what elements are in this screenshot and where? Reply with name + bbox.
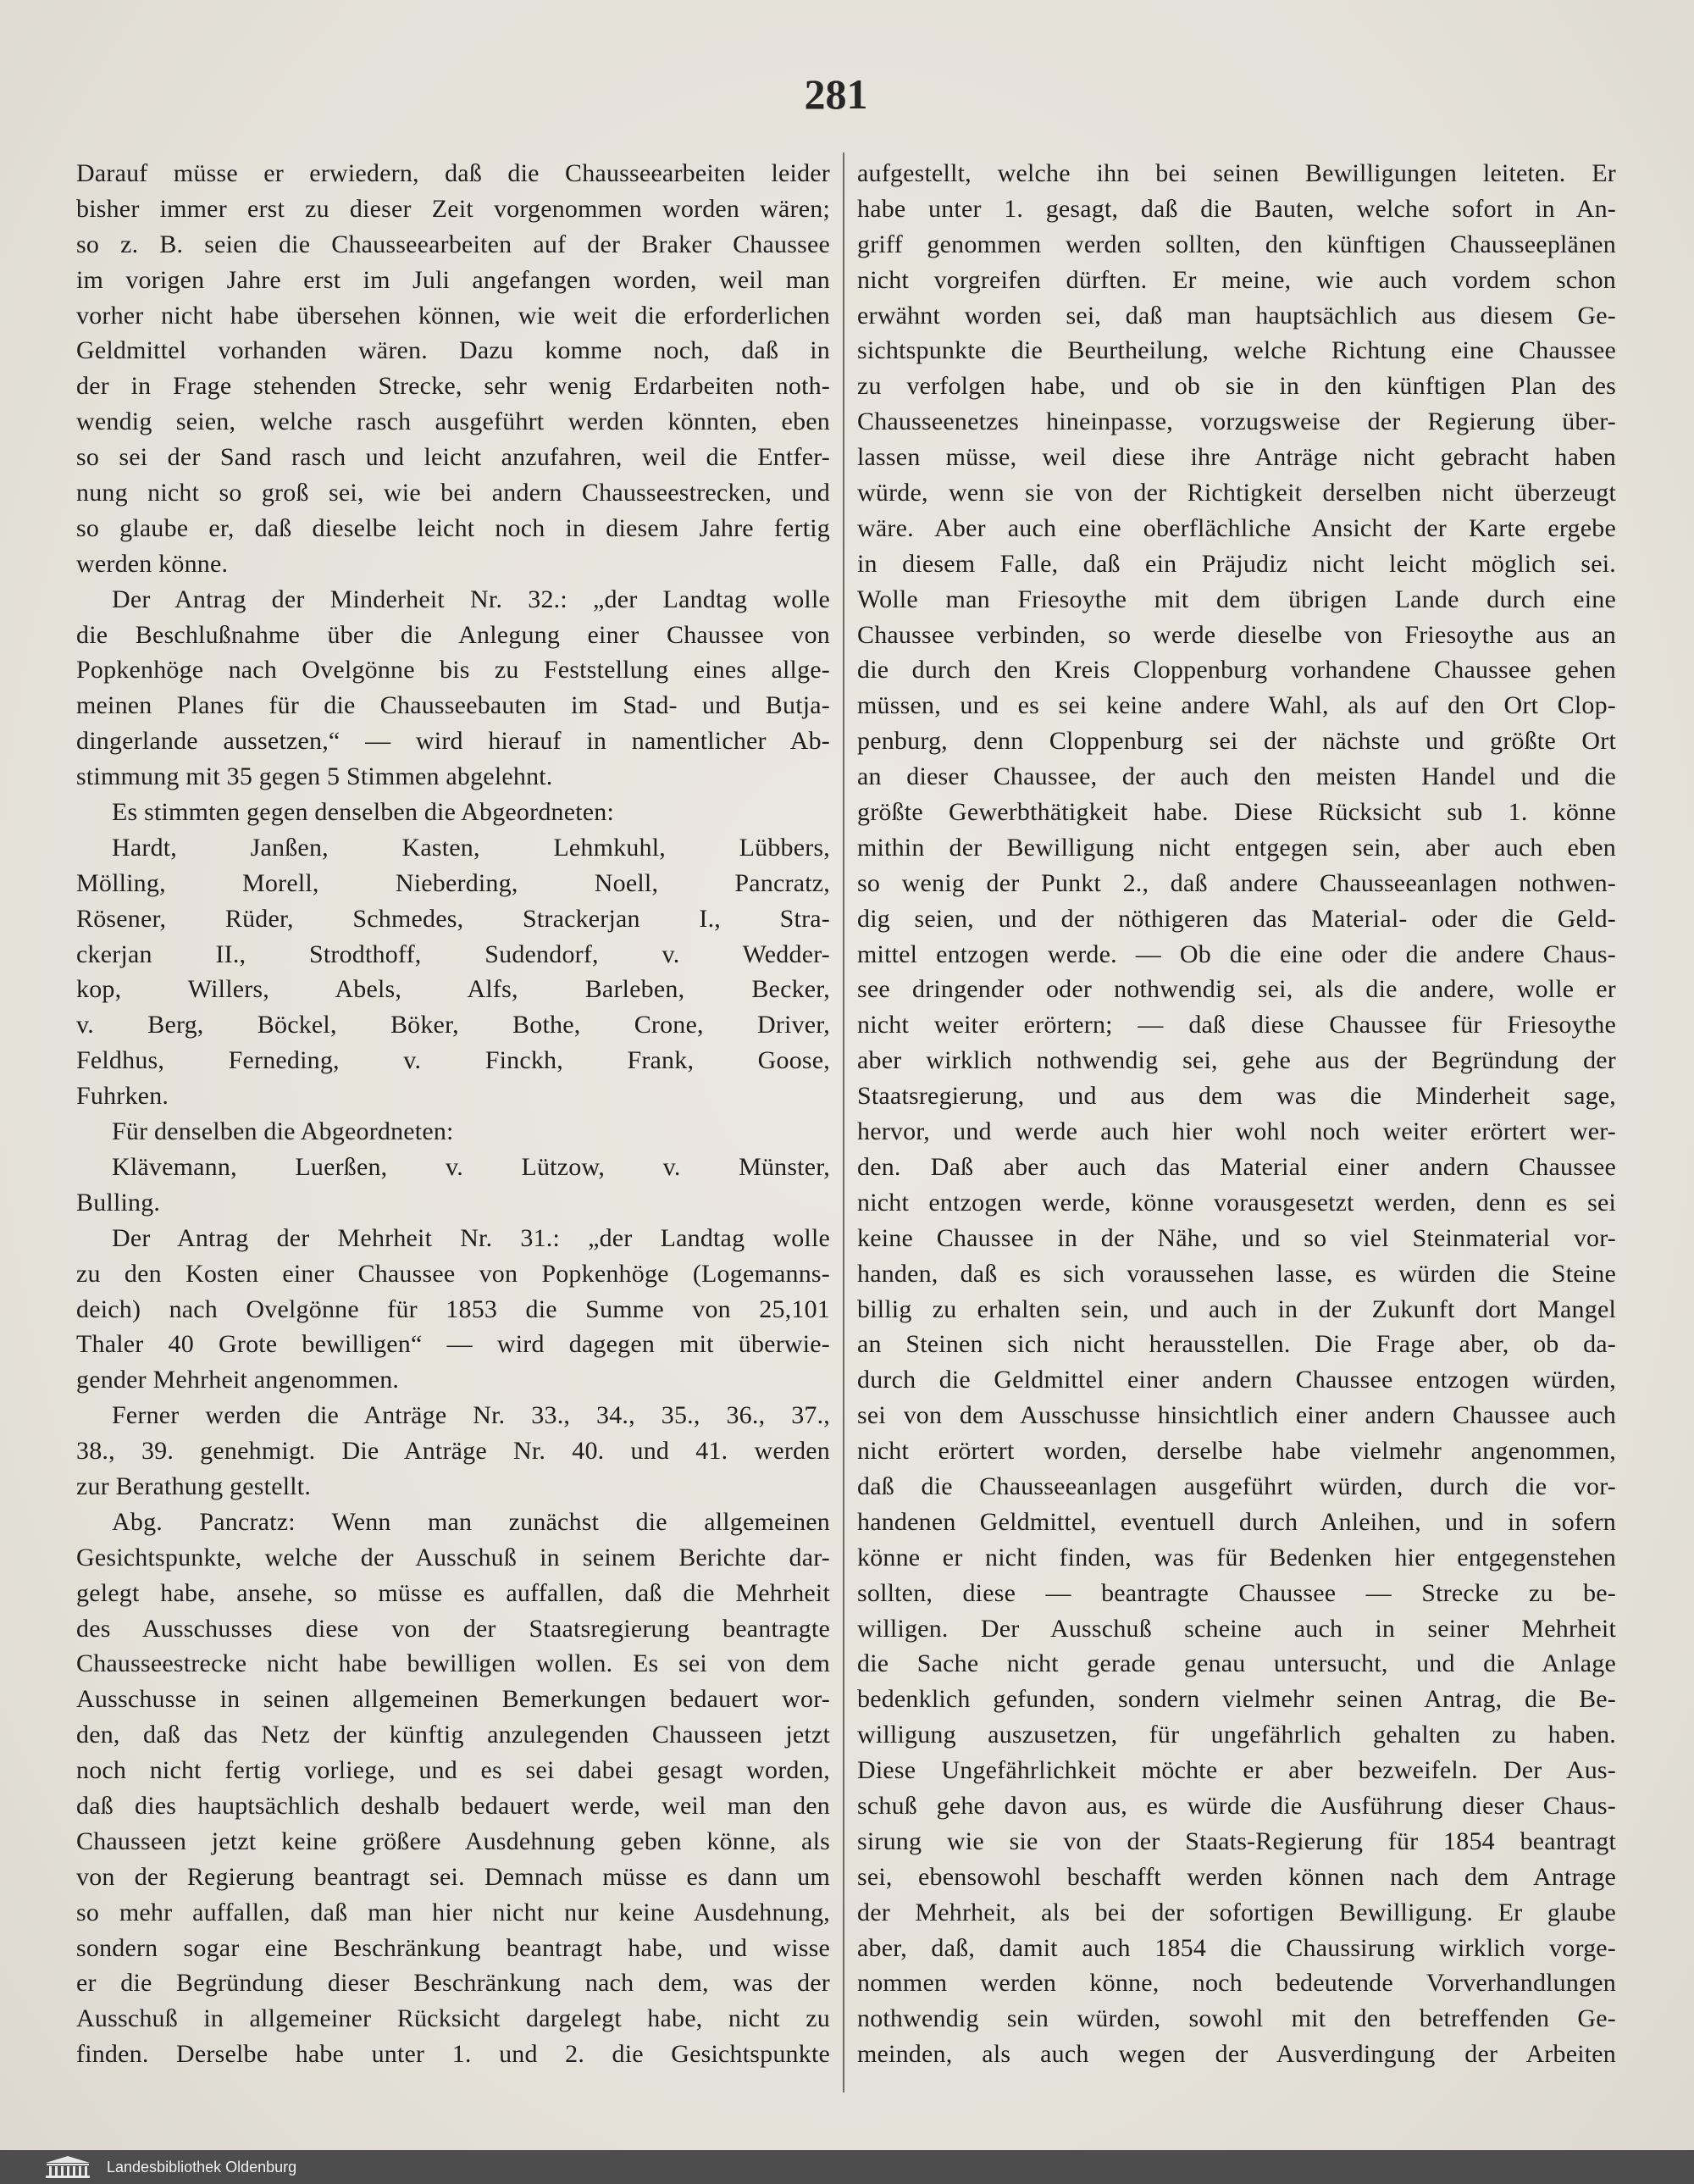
text-line: müssen, und es sei keine andere Wahl, als auf den Ort Clop-: [857, 691, 1616, 720]
text-line: des Ausschusses diese von der Staatsregierung beantragte: [76, 1614, 830, 1643]
text-line: nicht erörtert worden, derselbe habe vielmehr angenommen,: [857, 1437, 1616, 1466]
text-line: gender Mehrheit angenommen.: [76, 1366, 400, 1394]
text-line: willigung auszusetzen, für ungefährlich gehalten zu haben.: [857, 1721, 1616, 1749]
paragraph: [76, 1398, 830, 1505]
text-line: Ausschuß in allgemeiner Rücksicht dargelegt habe, nicht zu: [76, 2004, 830, 2033]
text-line: mittel entzogen werde. — Ob die eine oder die andere Chaus-: [857, 940, 1616, 968]
text-line: nicht weiter erörtern; — daß diese Chaussee für Friesoythe: [857, 1011, 1616, 1039]
text-line: 38., 39. genehmigt. Die Anträge Nr. 40. und 41. werden: [76, 1437, 830, 1466]
text-line: sondern sogar eine Beschränkung beantragt habe, und wisse: [76, 1933, 830, 1962]
text-line: sei, ebensowohl beschafft werden können nach dem Antrage: [857, 1862, 1616, 1891]
text-line: Darauf müsse er erwiedern, daß die Chausseearbeiten leider: [76, 159, 830, 187]
text-line: schuß gehe davon aus, es würde die Ausführung dieser Chaus-: [857, 1791, 1616, 1820]
text-line: daß die Chausseeanlagen ausgeführt würden, durch die vor-: [857, 1472, 1616, 1500]
text-line: den. Daß aber auch das Material einer andern Chaussee: [857, 1152, 1616, 1181]
text-line: nicht vorgreifen dürften. Er meine, wie auch vordem schon: [857, 265, 1616, 294]
text-line: Ausschusse in seinen allgemeinen Bemerkungen bedauert wor-: [76, 1685, 830, 1714]
library-building-icon: [42, 2154, 97, 2180]
text-line: see dringender oder nothwendig sei, als die andere, wolle er: [857, 975, 1616, 1004]
text-line: dingerlande aussetzen,“ — wird hierauf in namentlicher Ab-: [76, 727, 830, 756]
text-line: meinden, als auch wegen der Ausverdingung der Arbeiten: [857, 2040, 1616, 2069]
text-line: griff genommen werden sollten, den künftigen Chausseeplänen: [857, 230, 1616, 258]
text-line: sirung wie sie von der Staats-Regierung für 1854 beantragt: [857, 1826, 1616, 1855]
text-line: Abg. Pancratz: Wenn man zunächst die allgemeinen: [112, 1507, 830, 1536]
text-line: zur Berathung gestellt.: [76, 1472, 312, 1500]
text-line: zu verfolgen habe, und ob sie in den künftigen Plan des: [857, 372, 1616, 401]
text-line: Thaler 40 Grote bewilligen“ — wird dagegen mit überwie-: [76, 1330, 830, 1359]
text-line: ckerjan II., Strodthoff, Sudendorf, v. Wedder-: [76, 940, 830, 968]
text-line: Wolle man Friesoythe mit dem übrigen Lande durch eine: [857, 585, 1616, 613]
text-line: Chausseenetzes hineinpasse, vorzugsweise der Regierung über-: [857, 407, 1616, 436]
text-line: keine Chaussee in der Nähe, und so viel Steinmaterial vor-: [857, 1223, 1616, 1252]
text-line: die Sache nicht gerade genau untersucht, und die Anlage: [857, 1649, 1616, 1678]
text-line: an dieser Chaussee, der auch den meisten Handel und die: [857, 762, 1616, 791]
text-line: Popkenhöge nach Ovelgönne bis zu Feststellung eines allge-: [76, 656, 830, 685]
text-line: Chausseestrecke nicht habe bewilligen wollen. Es sei von dem: [76, 1649, 830, 1678]
text-line: sollten, diese — beantragte Chaussee — Strecke zu be-: [857, 1578, 1616, 1607]
text-line: willigen. Der Ausschuß scheine auch in seiner Mehrheit: [857, 1614, 1616, 1643]
paragraph: [76, 830, 830, 1114]
text-line: bisher immer erst zu dieser Zeit vorgenommen worden wären;: [76, 194, 830, 223]
text-line: würde, wenn sie von der Richtigkeit derselben nicht überzeugt: [857, 479, 1616, 507]
text-line: durch die Geldmittel einer andern Chaussee entzogen würden,: [857, 1366, 1616, 1394]
text-line: er die Begründung dieser Beschränkung nach dem, was der: [76, 1969, 830, 1998]
page-number: 281: [804, 70, 868, 118]
text-line: der Mehrheit, als bei der sofortigen Bewilligung. Er glaube: [857, 1898, 1616, 1926]
text-line: kop, Willers, Abels, Alfs, Barleben, Becker,: [76, 975, 830, 1004]
text-line: Chausseen jetzt keine größere Ausdehnung geben könne, als: [76, 1826, 830, 1855]
text-line: gelegt habe, ansehe, so müsse es auffallen, daß die Mehrheit: [76, 1578, 830, 1607]
text-line: sei von dem Ausschusse hinsichtlich einer andern Chaussee auch: [857, 1401, 1616, 1430]
paragraph: [76, 1505, 830, 2072]
text-line: Chaussee verbinden, so werde dieselbe von Friesoythe aus an: [857, 620, 1616, 649]
text-line: mithin der Bewilligung nicht entgegen sein, aber auch eben: [857, 833, 1616, 862]
text-line: Gesichtspunkte, welche der Ausschuß in seinem Berichte dar-: [76, 1543, 830, 1571]
paragraph: [76, 795, 830, 830]
text-line: bedenklich gefunden, sondern vielmehr seinen Antrag, die Be-: [857, 1685, 1616, 1714]
library-name: Landesbibliothek Oldenburg: [107, 2158, 297, 2176]
text-line: so sei der Sand rasch und leicht anzufahren, weil die Entfer-: [76, 443, 830, 472]
text-line: v. Berg, Böckel, Böker, Bothe, Crone, Driver,: [76, 1011, 830, 1039]
text-line: aber wirklich nothwendig sei, gehe aus der Begründung der: [857, 1046, 1616, 1075]
text-line: deich) nach Ovelgönne für 1853 die Summe von 25,101: [76, 1294, 830, 1323]
text-line: vorher nicht habe übersehen können, wie weit die erforderlichen: [76, 301, 830, 330]
text-line: Hardt, Janßen, Kasten, Lehmkuhl, Lübbers,: [112, 833, 830, 862]
text-line: Diese Ungefährlichkeit möchte er aber bezweifeln. Der Aus-: [857, 1756, 1616, 1785]
text-line: hervor, und werde auch hier wohl noch weiter erörtert wer-: [857, 1117, 1616, 1146]
text-line: in diesem Falle, daß ein Präjudiz nicht leicht möglich sei.: [857, 549, 1616, 578]
text-line: Der Antrag der Minderheit Nr. 32.: „der Landtag wolle: [112, 585, 830, 613]
text-line: handenen Geldmittel, eventuell durch Anleihen, und in sofern: [857, 1507, 1616, 1536]
text-line: so glaube er, daß dieselbe leicht noch in diesem Jahre fertig: [76, 513, 830, 542]
text-line: so mehr auffallen, daß man hier nicht nur keine Ausdehnung,: [76, 1898, 830, 1926]
text-line: die Beschlußnahme über die Anlegung einer Chaussee von: [76, 620, 830, 649]
text-line: sichtspunkte die Beurtheilung, welche Richtung eine Chaussee: [857, 336, 1616, 365]
text-line: die durch den Kreis Cloppenburg vorhandene Chaussee gehen: [857, 656, 1616, 685]
text-line: finden. Derselbe habe unter 1. und 2. die Gesichtspunkte: [76, 2040, 830, 2069]
left-text-column: [76, 156, 830, 2072]
text-line: nothwendig sein würden, sowohl mit den betreffenden Ge-: [857, 2004, 1616, 2033]
text-line: könne er nicht finden, was für Bedenken hier entgegenstehen: [857, 1543, 1616, 1571]
text-line: der in Frage stehenden Strecke, sehr wenig Erdarbeiten noth-: [76, 372, 830, 401]
text-line: lassen müsse, weil diese ihre Anträge nicht gebracht haben: [857, 443, 1616, 472]
text-line: wäre. Aber auch eine oberflächliche Ansicht der Karte ergebe: [857, 513, 1616, 542]
text-line: daß dies hauptsächlich deshalb bedauert werde, weil man den: [76, 1791, 830, 1820]
text-line: Es stimmten gegen denselben die Abgeordneten:: [112, 798, 615, 827]
column-divider: [843, 152, 844, 2093]
paragraph: [76, 1114, 830, 1150]
text-line: Mölling, Morell, Nieberding, Noell, Pancratz,: [76, 868, 830, 897]
text-line: an Steinen sich nicht herausstellen. Die Frage aber, ob da-: [857, 1330, 1616, 1359]
text-line: erwähnt worden sei, daß man hauptsächlich aus diesem Ge-: [857, 301, 1616, 330]
text-line: größte Gewerbthätigkeit habe. Diese Rücksicht sub 1. könne: [857, 798, 1616, 827]
text-line: noch nicht fertig vorliege, und es sei dabei gesagt worden,: [76, 1756, 830, 1785]
text-line: billig zu erhalten sein, und auch in der Zukunft dort Mangel: [857, 1294, 1616, 1323]
text-line: Bulling.: [76, 1188, 161, 1217]
text-line: aber, daß, damit auch 1854 die Chaussirung wirklich vorge-: [857, 1933, 1616, 1962]
text-line: Der Antrag der Mehrheit Nr. 31.: „der Landtag wolle: [112, 1223, 830, 1252]
text-line: Für denselben die Abgeordneten:: [112, 1117, 454, 1146]
paragraph: [76, 582, 830, 795]
text-line: penburg, denn Cloppenburg sei der nächste und größte Ort: [857, 727, 1616, 756]
paragraph: [76, 1221, 830, 1398]
footer-bar: [0, 2150, 1694, 2184]
text-line: so wenig der Punkt 2., daß andere Chausseeanlagen nothwen-: [857, 868, 1616, 897]
paragraph: [857, 156, 1616, 2072]
text-line: nommen werden könne, noch bedeutende Vorverhandlungen: [857, 1969, 1616, 1998]
text-line: von der Regierung beantragt sei. Demnach müsse es dann um: [76, 1862, 830, 1891]
text-line: Ferner werden die Anträge Nr. 33., 34., 35., 36., 37.,: [112, 1401, 830, 1430]
right-text-column: [857, 156, 1616, 2072]
text-line: nicht entzogen werde, könne vorausgesetzt werden, denn es sei: [857, 1188, 1616, 1217]
text-line: Geldmittel vorhanden wären. Dazu komme noch, daß in: [76, 336, 830, 365]
text-line: Rösener, Rüder, Schmedes, Strackerjan I., Stra-: [76, 904, 830, 933]
paragraph: [76, 1150, 830, 1221]
text-line: nung nicht so groß sei, wie bei andern Chausseestrecken, und: [76, 479, 830, 507]
text-line: Fuhrken.: [76, 1082, 169, 1111]
text-line: stimmung mit 35 gegen 5 Stimmen abgelehnt.: [76, 762, 553, 791]
text-line: werden könne.: [76, 549, 229, 578]
text-line: im vorigen Jahre erst im Juli angefangen worden, weil man: [76, 265, 830, 294]
paragraph: [76, 156, 830, 582]
text-line: meinen Planes für die Chausseebauten im Stad- und Butja-: [76, 691, 830, 720]
text-line: habe unter 1. gesagt, daß die Bauten, welche sofort in An-: [857, 194, 1616, 223]
text-line: Klävemann, Luerßen, v. Lützow, v. Münster,: [112, 1152, 830, 1181]
text-line: den, daß das Netz der künftig anzulegenden Chausseen jetzt: [76, 1721, 830, 1749]
text-line: so z. B. seien die Chausseearbeiten auf der Braker Chaussee: [76, 230, 830, 258]
text-line: dig seien, und der nöthigeren das Material- oder die Geld-: [857, 904, 1616, 933]
text-line: Staatsregierung, und aus dem was die Minderheit sage,: [857, 1082, 1616, 1111]
text-line: aufgestellt, welche ihn bei seinen Bewilligungen leiteten. Er: [857, 159, 1616, 187]
text-line: wendig seien, welche rasch ausgeführt werden könnten, eben: [76, 407, 830, 436]
text-line: Feldhus, Ferneding, v. Finckh, Frank, Goose,: [76, 1046, 830, 1075]
text-line: zu den Kosten einer Chaussee von Popkenhöge (Logemanns-: [76, 1259, 830, 1288]
text-line: handen, daß es sich voraussehen lasse, es würden die Steine: [857, 1259, 1616, 1288]
